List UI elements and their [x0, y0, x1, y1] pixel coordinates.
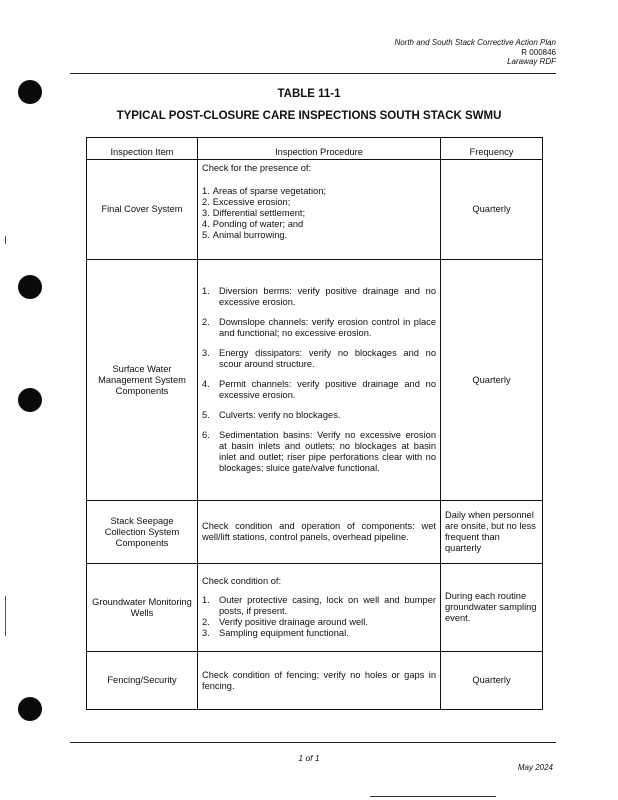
list-item: 5. Culverts: verify no blockages. [202, 410, 341, 420]
inspection-frequency: Quarterly [441, 260, 543, 501]
column-header-procedure: Inspection Procedure [198, 138, 441, 160]
list-item: 5. Animal burrowing. [202, 230, 288, 240]
table-row-stack-seepage [87, 501, 543, 564]
inspection-item: Fencing/Security [87, 652, 198, 710]
punch-hole-upper-middle [18, 275, 42, 299]
header-line-number: R 000846 [521, 47, 556, 57]
document-header [394, 38, 556, 67]
inspection-frequency: Quarterly [441, 652, 543, 710]
document-date: May 2024 [517, 763, 553, 772]
procedure-text: Check condition and operation of components: wet well/lift stations, control panels, overhead pipeline. [202, 521, 436, 542]
table-label: TABLE 11-1 [277, 88, 341, 100]
page-number: 1 of 1 [298, 753, 320, 763]
scan-mark [5, 596, 6, 636]
inspection-frequency: During each routine groundwater sampling event. [441, 564, 543, 652]
list-item: 2. Verify positive drainage around well. [202, 617, 368, 627]
procedure-list [202, 286, 436, 474]
table-row-fencing [87, 652, 543, 710]
column-header-item: Inspection Item [87, 138, 198, 160]
inspection-frequency: Daily when personnel are onsite, but no less frequent than quarterly [441, 501, 543, 564]
procedure-intro: Check condition of: [202, 576, 282, 586]
inspection-item: Final Cover System [87, 160, 198, 260]
procedure-intro: Check for the presence of: [202, 163, 312, 173]
list-item: 3. Sampling equipment functional. [202, 628, 349, 638]
punch-hole-lower-middle [18, 388, 42, 412]
header-line-plan: North and South Stack Corrective Action Plan [394, 38, 556, 47]
list-item: 4. Permit channels: verify positive drainage and no excessive erosion. [202, 379, 436, 400]
punch-hole-bottom [18, 697, 42, 721]
header-line-site: Laraway RDF [507, 57, 556, 66]
table-row-final-cover [87, 160, 543, 260]
inspection-frequency: Quarterly [441, 160, 543, 260]
inspection-procedure [198, 652, 441, 710]
inspection-procedure [198, 564, 441, 652]
inspection-item: Stack Seepage Collection System Components [87, 501, 198, 564]
scan-mark [5, 236, 6, 244]
table-row-groundwater [87, 564, 543, 652]
procedure-list [202, 186, 436, 241]
inspection-item: Groundwater Monitoring Wells [87, 564, 198, 652]
procedure-text: Check condition of fencing; verify no holes or gaps in fencing. [202, 669, 436, 691]
list-item: 2. Excessive erosion; [202, 197, 291, 207]
list-item: 3. Differential settlement; [202, 208, 306, 218]
column-header-frequency: Frequency [441, 138, 543, 160]
list-item: 1. Outer protective casing, lock on well and bumper posts, if present. [202, 595, 436, 616]
list-item: 3. Energy dissipators: verify no blockages and no scour around structure. [202, 348, 436, 369]
list-item: 2. Downslope channels: verify erosion control in place and functional; no excessive erosion. [202, 317, 436, 338]
footer-rule [70, 742, 556, 743]
list-item: 6. Sedimentation basins: Verify no excessive erosion at basin inlets and outlets; no blockages at basin inlet and outlet; riser pipe perforations clear with no blockages; sluice gate/valve functional. [202, 430, 436, 473]
inspection-item: Surface Water Management System Components [87, 260, 198, 501]
table-header-row [87, 138, 543, 160]
inspection-procedure [198, 160, 441, 260]
bottom-edge-line [370, 796, 496, 797]
list-item: 1. Diversion berms: verify positive drainage and no excessive erosion. [202, 286, 436, 307]
table-row-surface-water [87, 260, 543, 501]
header-rule [70, 73, 556, 74]
table-title: TYPICAL POST-CLOSURE CARE INSPECTIONS SOUTH STACK SWMU [116, 110, 502, 122]
inspection-procedure [198, 260, 441, 501]
procedure-list [202, 595, 436, 639]
inspection-procedure [198, 501, 441, 564]
inspection-table [86, 137, 543, 710]
list-item: 4. Ponding of water; and [202, 219, 304, 229]
list-item: 1. Areas of sparse vegetation; [202, 186, 326, 196]
